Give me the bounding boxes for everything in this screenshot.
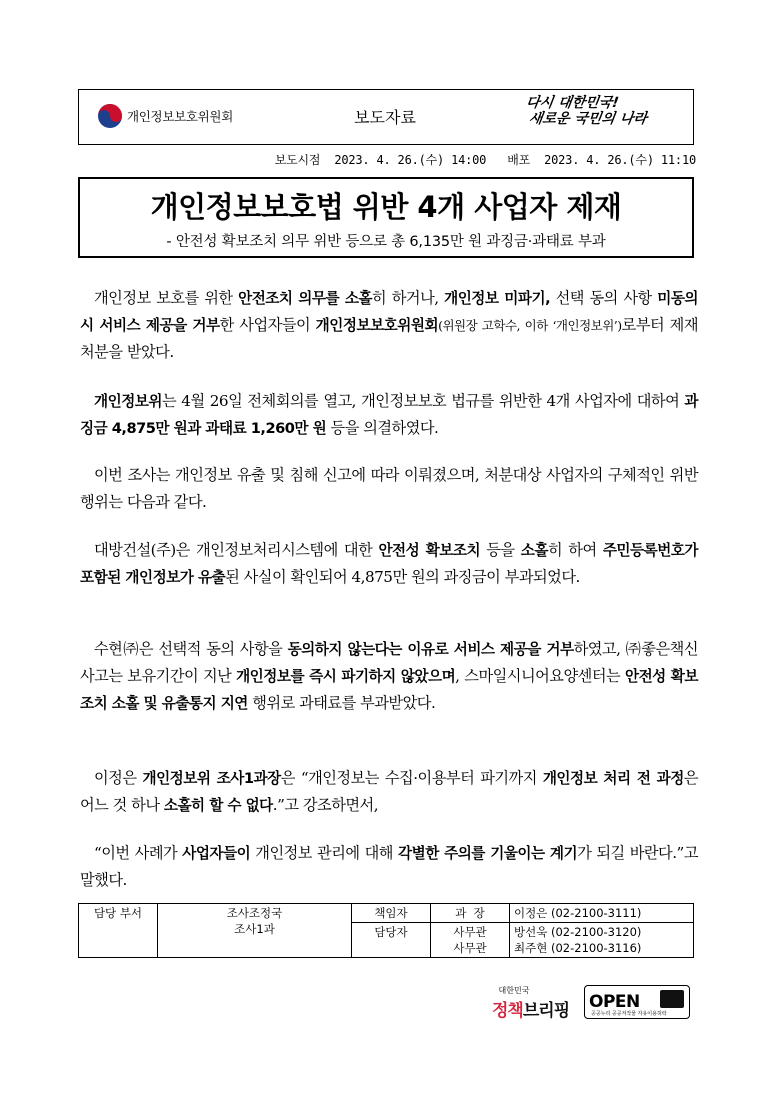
- bold-run: 각별한 주의를 기울이는 계기: [398, 845, 578, 862]
- text-run: 로부터 제재 처분을 받았다.: [80, 316, 699, 361]
- staff-title: 사무관: [453, 925, 487, 939]
- text-run: 된 사실이 확인되어 4,875만 원의 과징금이 부과되었다.: [225, 568, 580, 586]
- text-run: 대방건설(주)은 개인정보처리시스템에 대한: [94, 541, 379, 559]
- text-run: 하였고, ㈜좋은책신사고는 보유기간이 지난: [80, 640, 698, 685]
- brief-top-label: 대한민국: [498, 986, 530, 995]
- bold-run: 소홀: [520, 542, 548, 559]
- doc-type: 보도자료: [354, 108, 416, 127]
- text-run: 선택 동의 사항: [550, 289, 658, 307]
- staff-persons: [510, 923, 694, 958]
- text-run: 개인정보 관리에 대해: [250, 844, 398, 862]
- license-badge-icon: [660, 990, 684, 1008]
- taegeuk-emblem-icon: [97, 103, 123, 129]
- text-run: 이정은: [94, 769, 143, 787]
- text-run: 는 4월 26일 전체회의를 열고, 개인정보보호 법규를 위반한 4개 사업자에 대하여: [162, 392, 685, 410]
- text-run: 개인정보 보호를 위한: [94, 289, 239, 307]
- bold-run: 주민등록번호가 포함된 개인정보가 유출: [80, 542, 698, 586]
- text-run: 은 “개인정보는 수집·이용부터 파기까지: [280, 769, 543, 787]
- staff-person: 방선욱 (02-2100-3120): [514, 925, 642, 939]
- dept-cell: [158, 904, 352, 958]
- policy-briefing-logo: [492, 985, 582, 1025]
- text-run: 등을 의결하였다.: [326, 419, 439, 437]
- text-run: 가 되길 바란다.”고 말했다.: [80, 844, 698, 889]
- bold-run: 개인정보위 조사1과장: [142, 770, 281, 787]
- dept-line2: 조사1과: [234, 922, 275, 936]
- bold-run: 개인정보를 즉시 파기하지 않았으며: [236, 668, 456, 685]
- brief-main-label: [492, 996, 582, 1021]
- bold-run: 동의하지 않는다는 이유로 서비스 제공을 거부: [287, 641, 574, 658]
- bold-run: 과징금 4,875만 원과 과태료 1,260만 원: [80, 393, 698, 437]
- text-run: 히 하거나,: [372, 289, 445, 307]
- paragraph-4: [80, 537, 698, 591]
- brief-main-b: 브리핑: [522, 1001, 570, 1021]
- open-sub: 공공누리 공공저작물 자유이용허락: [591, 1011, 667, 1017]
- release-dates: 보도시점 2023. 4. 26.(수) 14:00 배포 2023. 4. 26.(수) 11:10: [274, 153, 696, 167]
- paragraph-6: [80, 765, 698, 819]
- open-word: OPEN: [589, 992, 640, 1012]
- text-run: 한 사업자들이: [219, 316, 316, 334]
- page-title: 개인정보보호법 위반 4개 사업자 제재: [150, 190, 622, 224]
- slogan-line2: 새로운 국민의 나라: [527, 111, 648, 127]
- bold-run: 개인정보 미파기,: [444, 290, 551, 307]
- paragraph-2: [80, 388, 698, 442]
- org-name: 개인정보보호위원회: [127, 109, 233, 124]
- dept-line1: 조사조정국: [226, 906, 283, 920]
- bold-run: 개인정보 처리 전 과정: [542, 770, 684, 787]
- staff-titles: [431, 923, 510, 958]
- text-run: 히 하여: [547, 541, 603, 559]
- text-run: .”고 강조하면서,: [272, 796, 379, 814]
- staff-label: 담당자: [352, 923, 431, 958]
- text-run: 등을: [480, 541, 521, 559]
- text-run: 수현㈜은 선택적 동의 사항을: [94, 640, 288, 658]
- text-run: 행위로 과태료를 부과받았다.: [247, 694, 436, 712]
- resp-title: 과 장: [431, 904, 510, 923]
- bold-run: 안전성 확보조치 소홀 및 유출통지 지연: [80, 668, 698, 712]
- paragraph-3: 이번 조사는 개인정보 유출 및 침해 신고에 따라 이뤄졌으며, 처분대상 사업자의 구체적인 위반행위는 다음과 같다.: [80, 466, 698, 511]
- bold-run: 미동의 시 서비스 제공을 거부: [80, 290, 699, 334]
- resp-person: 이정은 (02-2100-3111): [510, 904, 694, 923]
- bold-run: 사업자들이: [182, 845, 251, 862]
- contact-table: [78, 903, 694, 958]
- paragraph-1: [80, 285, 698, 366]
- open-license-logo: [584, 985, 690, 1019]
- slogan-line1: 다시 대한민국!: [525, 95, 620, 111]
- page-subtitle: - 안전성 확보조치 의무 위반 등으로 총 6,135만 원 과징금·과태료 부과: [166, 234, 606, 250]
- bold-run: 개인정보위: [94, 393, 162, 410]
- paragraph-5: [80, 636, 698, 717]
- bold-run: 개인정보보호위원회: [315, 317, 439, 334]
- paragraph-7: [80, 840, 698, 894]
- staff-title: 사무관: [453, 941, 487, 955]
- bold-run: 소홀히 할 수 없다: [163, 797, 273, 814]
- text-run: 은 어느 것 하나: [80, 769, 698, 814]
- slogan-logo: [523, 95, 697, 127]
- text-run: (위원장 고학수, 이하 ‘개인정보위’): [438, 318, 622, 333]
- bold-run: 안전조치 의무를 소홀: [238, 290, 373, 307]
- resp-label: 책임자: [352, 904, 431, 923]
- brief-main-a: 정책: [492, 1001, 523, 1021]
- text-run: “이번 사례가: [94, 844, 183, 862]
- dept-label: 담당 부서: [79, 904, 158, 958]
- staff-person: 최주현 (02-2100-3116): [514, 941, 642, 955]
- bold-run: 안전성 확보조치: [378, 542, 481, 559]
- org-logo: [97, 98, 257, 134]
- text-run: , 스마일시니어요양센터는: [455, 667, 625, 685]
